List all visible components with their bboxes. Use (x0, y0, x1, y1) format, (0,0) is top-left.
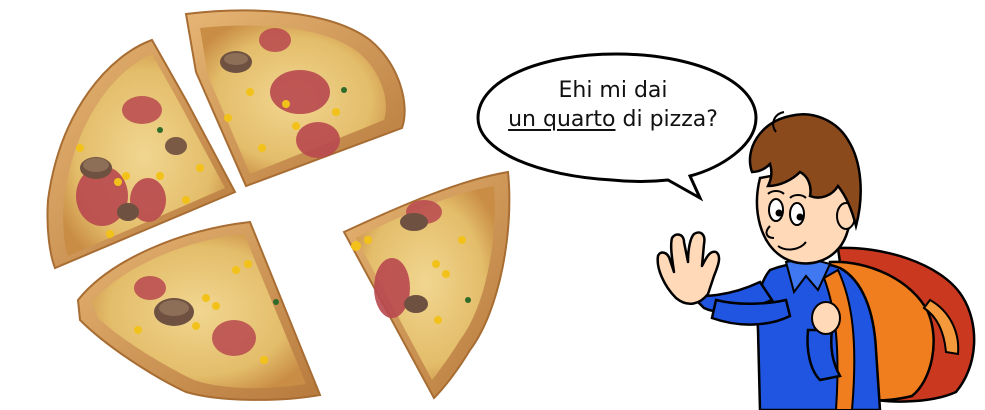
speech-line-1: Ehi mi dai (558, 78, 668, 103)
boy-body (690, 258, 880, 410)
speech-line-2-rest: di pizza? (615, 107, 718, 132)
waving-hand (658, 232, 719, 303)
speech-underlined-phrase: un quarto (508, 107, 616, 132)
speech-text (478, 76, 748, 134)
boy-head (750, 112, 861, 263)
speech-line-2 (478, 105, 748, 134)
